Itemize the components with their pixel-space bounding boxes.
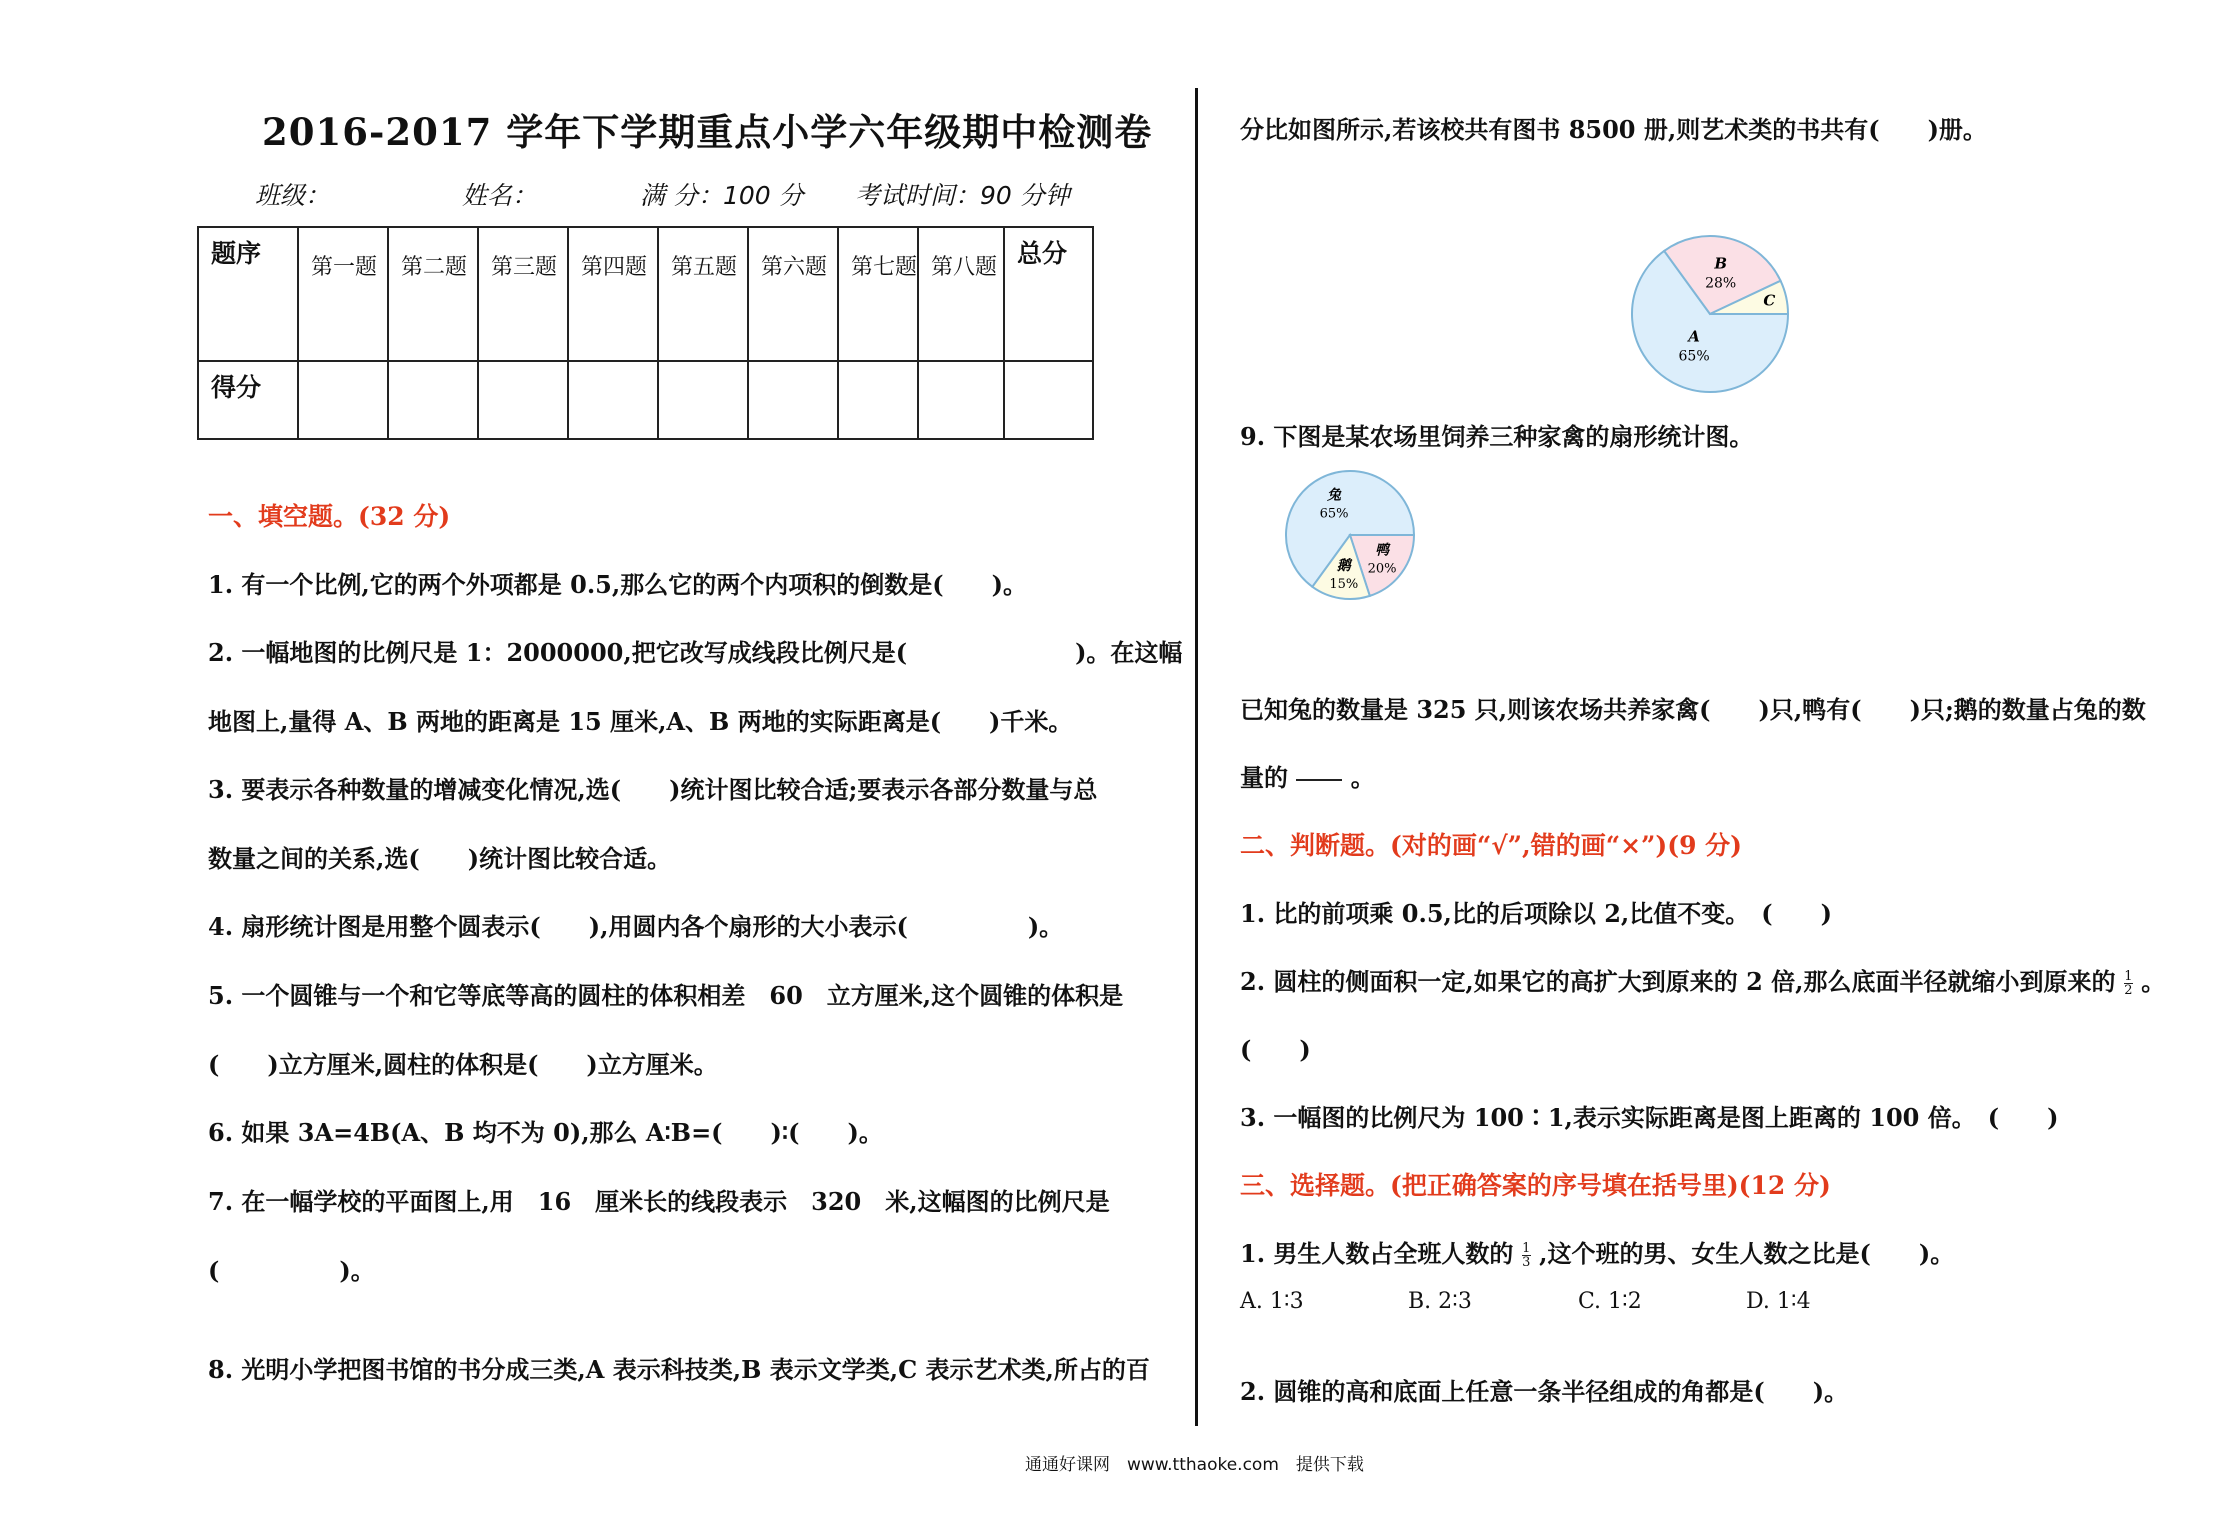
s1-question-9-title: 9. 下图是某农场里饲养三种家禽的扇形统计图。 (1240, 422, 1754, 451)
pie2-value-label-2: 20% (1367, 561, 1397, 577)
full-score-label: 满 分：100 分 (640, 181, 804, 210)
score-table-col-7: 第七题 (838, 227, 918, 361)
score-table-col-2: 第二题 (388, 227, 478, 361)
section-3-title: 三、选择题。(把正确答案的序号填在括号里)(12 分) (1240, 1171, 1831, 1200)
score-cell[interactable] (918, 361, 1004, 439)
s1-question-8-line2: 分比如图所示,若该校共有图书 8500 册,则艺术类的书共有( )册。 (1240, 115, 1987, 144)
pie2-label-2: 鸭 (1375, 542, 1390, 559)
s2-question-2-end: 。 (2141, 967, 2166, 996)
score-table-col-4: 第四题 (568, 227, 658, 361)
s1-question-9-line1: 已知兔的数量是 325 只,则该农场共养家禽( )只,鸭有( )只;鹅的数量占兔的数 (1240, 695, 2146, 724)
s1-question-2-line2: 地图上,量得 A、B 两地的距离是 15 厘米,A、B 两地的实际距离是( )千米。 (208, 707, 1073, 736)
poultry-pie-chart (1270, 465, 1420, 605)
score-cell[interactable] (298, 361, 388, 439)
s1-question-9-line2-end: 。 (1350, 763, 1375, 792)
s1-question-4: 4. 扇形统计图是用整个圆表示( ),用圆内各个扇形的大小表示( )。 (208, 912, 1064, 941)
score-table-header-order: 题序 (198, 227, 298, 361)
score-cell[interactable] (838, 361, 918, 439)
s1-question-3-line2: 数量之间的关系,选( )统计图比较合适。 (208, 844, 672, 873)
option-b[interactable]: B. 2∶3 (1408, 1289, 1472, 1314)
pie1-label-2: B (1714, 254, 1728, 273)
section-1-title: 一、填空题。(32 分) (208, 502, 451, 531)
score-cell[interactable] (1004, 361, 1093, 439)
option-d[interactable]: D. 1∶4 (1746, 1289, 1811, 1314)
pie2-label-3: 鹅 (1336, 558, 1351, 575)
s3-question-1-rest: ,这个班的男、女生人数之比是( )。 (1539, 1239, 1955, 1268)
s2-question-1: 1. 比的前项乘 0.5,比的后项除以 2,比值不变。 ( ) (1240, 899, 1832, 928)
score-table-col-6: 第六题 (748, 227, 838, 361)
s3-question-1-text: 1. 男生人数占全班人数的 (1240, 1239, 1514, 1268)
s1-question-8-line1: 8. 光明小学把图书馆的书分成三类,A 表示科技类,B 表示文学类,C 表示艺术类,所占的百 (208, 1355, 1150, 1384)
pie1-label-3: C (1763, 291, 1776, 310)
score-cell[interactable] (658, 361, 748, 439)
fraction-denominator: 2 (2124, 983, 2133, 998)
s1-question-5-line1: 5. 一个圆锥与一个和它等底等高的圆柱的体积相差 60 立方厘米,这个圆锥的体积是 (208, 981, 1124, 1010)
option-a[interactable]: A. 1∶3 (1240, 1289, 1304, 1314)
score-table-header-total: 总分 (1004, 227, 1093, 361)
s2-question-3: 3. 一幅图的比例尺为 100∶1,表示实际距离是图上距离的 100 倍。 ( ) (1240, 1103, 2059, 1132)
fraction-denominator: 3 (1522, 1255, 1531, 1270)
score-cell[interactable] (388, 361, 478, 439)
s1-question-2-line1: 2. 一幅地图的比例尺是 1：2000000,把它改写成线段比例尺是( )。在这幅 (208, 638, 1183, 667)
score-cell[interactable] (478, 361, 568, 439)
score-cell[interactable] (568, 361, 658, 439)
exam-time-label: 考试时间：90 分钟 (855, 181, 1070, 210)
pie2-label-1: 兔 (1327, 487, 1342, 504)
s1-question-6: 6. 如果 3A=4B(A、B 均不为 0),那么 A∶B=( )∶( )。 (208, 1118, 883, 1147)
score-table-col-5: 第五题 (658, 227, 748, 361)
score-table (197, 226, 1094, 440)
pie1-value-label-2: 28% (1705, 275, 1737, 292)
s1-question-7-line2: ( )。 (208, 1256, 375, 1285)
pie2-value-label-3: 15% (1329, 577, 1359, 593)
score-table-col-3: 第三题 (478, 227, 568, 361)
section-2-title: 二、判断题。(对的画“√”,错的画“×”)(9 分) (1240, 831, 1743, 860)
s3-question-1 (1240, 1234, 1954, 1269)
pie2-value-label-1: 65% (1319, 506, 1349, 522)
s2-question-2-line1 (1240, 962, 2165, 997)
pie1-value-label-1: 65% (1678, 348, 1710, 365)
blank-fraction[interactable] (1296, 765, 1342, 795)
footer-credit: 通通好课网 www.tthaoke.com 提供下载 (1025, 1455, 1364, 1475)
score-table-col-1: 第一题 (298, 227, 388, 361)
book-category-pie-chart (1620, 228, 1800, 400)
fraction-one-half (2124, 970, 2133, 997)
pie1-label-1: A (1688, 327, 1700, 346)
fraction-one-third (1522, 1242, 1531, 1269)
s1-question-7-line1: 7. 在一幅学校的平面图上,用 16 厘米长的线段表示 320 米,这幅图的比例尺是 (208, 1187, 1110, 1216)
s2-question-2-text: 2. 圆柱的侧面积一定,如果它的高扩大到原来的 2 倍,那么底面半径就缩小到原来的 (1240, 967, 2116, 996)
s2-question-2-line2: ( ) (1240, 1035, 1311, 1064)
score-table-col-8: 第八题 (918, 227, 1004, 361)
option-c[interactable]: C. 1∶2 (1578, 1289, 1642, 1314)
s1-question-5-line2: ( )立方厘米,圆柱的体积是( )立方厘米。 (208, 1050, 718, 1079)
s1-question-1: 1. 有一个比例,它的两个外项都是 0.5,那么它的两个内项积的倒数是( )。 (208, 570, 1027, 599)
fraction-numerator: 1 (1522, 1241, 1531, 1256)
exam-title: 2016-2017 学年下学期重点小学六年级期中检测卷 (262, 110, 1153, 154)
score-cell[interactable] (748, 361, 838, 439)
s1-question-9-line2 (1240, 758, 1375, 795)
s3-question-2: 2. 圆锥的高和底面上任意一条半径组成的角都是( )。 (1240, 1377, 1849, 1406)
name-label: 姓名： (462, 181, 538, 210)
s1-question-3-line1: 3. 要表示各种数量的增减变化情况,选( )统计图比较合适;要表示各部分数量与总 (208, 775, 1098, 804)
column-divider (1195, 88, 1198, 1426)
fraction-numerator: 1 (2124, 969, 2133, 984)
score-table-row-label: 得分 (198, 361, 298, 439)
s1-question-9-line2-text: 量的 (1240, 763, 1288, 792)
class-label: 班级： (255, 181, 331, 210)
